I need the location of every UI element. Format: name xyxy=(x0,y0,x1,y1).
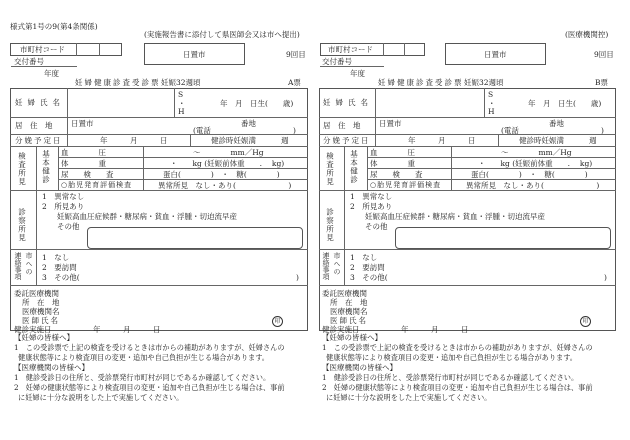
visit-count: 9回目 xyxy=(594,50,614,59)
diagnosis-other-label: その他 xyxy=(365,222,388,231)
urine-test-label: 尿 検 査 xyxy=(370,170,423,179)
address-label: 居 住 地 xyxy=(323,121,361,130)
seal-icon: 印 xyxy=(580,316,591,327)
city-code-cell-2[interactable] xyxy=(100,43,122,56)
due-date-value: 年 月 日 xyxy=(408,136,476,145)
urine-test-value: 蛋白( ) ・ 糖( ) xyxy=(471,170,588,179)
weeks-unit: 週 xyxy=(589,136,597,145)
form-title: 妊婦健康診査受診票 xyxy=(378,78,464,87)
clinic-note-1: 1 健診受診日の住所と、受診票発行市町村が同じであるか確認してください。 xyxy=(14,373,271,382)
contact-option-1: 1 なし xyxy=(42,253,70,262)
fetal-growth-value: 異常所見 なし・あり( ) xyxy=(158,181,292,190)
address-banchi: 番地 xyxy=(549,119,564,128)
name-field[interactable] xyxy=(376,89,483,116)
name-label: 妊婦氏名 xyxy=(15,98,65,107)
pregnant-note-1a: 1 この受診票で上記の検査を受けるときは市からの補助がありますが、妊婦さんの xyxy=(14,343,285,352)
urine-test-label: 尿 検 査 xyxy=(61,170,114,179)
contact-option-2: 2 要訪問 xyxy=(42,263,77,272)
due-date-label: 分娩予定日 xyxy=(323,136,371,145)
pregnancy-week: 妊娠32週頃 xyxy=(464,78,504,87)
weeks-label: 健診時妊娠満 xyxy=(519,136,564,145)
diagnosis-option-1: 1 異常なし xyxy=(42,192,85,201)
name-label: 妊婦氏名 xyxy=(323,98,373,107)
era-s: S xyxy=(488,90,494,99)
blood-pressure-value: 〜 mm／Hg xyxy=(193,148,264,157)
address-city: 日置市 xyxy=(379,119,402,128)
form-title: 妊婦健康診査受診票 xyxy=(75,78,161,87)
pregnant-notes-heading: 【妊婦の皆様へ】 xyxy=(322,333,382,342)
doctor-name-label: 医師氏名 xyxy=(22,316,60,325)
birth-date: 年 月 日生( 歳) xyxy=(220,99,294,108)
basic-checkup-label: 基本健診 xyxy=(41,150,51,184)
city-name: 日置市 xyxy=(183,50,206,59)
diagnosis-other-field[interactable] xyxy=(87,227,303,249)
due-date-value: 年 月 日 xyxy=(100,136,168,145)
clinic-label: 委託医療機関 xyxy=(322,289,367,298)
clinic-label: 委託医療機関 xyxy=(14,289,59,298)
exam-date-value: 年 月 日 xyxy=(93,325,161,334)
era-dot: ・ xyxy=(178,99,186,108)
blood-pressure-label: 血 圧 xyxy=(370,148,415,157)
issue-number-label: 交付番号 xyxy=(14,57,44,66)
clinic-note-2b: に妊婦に十分な説明をした上で実施してください。 xyxy=(18,393,184,402)
weight-value: ・ kg (妊娠前体重 . kg) xyxy=(478,159,593,168)
pregnant-notes-heading: 【妊婦の皆様へ】 xyxy=(14,333,74,342)
city-name: 日置市 xyxy=(484,50,507,59)
clinic-note-2a: 2 妊婦の健康状態等により検査項目の変更・追加や自己負担が生じる場合は、事前 xyxy=(322,383,593,392)
ticket-a xyxy=(0,0,310,440)
contact-option-3-close: ) xyxy=(604,273,607,282)
clinic-note-2b: に妊婦に十分な説明をした上で実施してください。 xyxy=(326,393,492,402)
clinic-address-label: 所 在 地 xyxy=(330,298,368,307)
contact-label-a: 連絡事項 xyxy=(14,252,22,280)
clinic-name-label: 医療機関名 xyxy=(330,307,368,316)
ticket-type: B票 xyxy=(595,78,609,87)
city-code-cell-1[interactable] xyxy=(384,43,404,56)
era-h: H xyxy=(488,107,495,116)
clinic-address-label: 所 在 地 xyxy=(22,298,60,307)
weight-label: 体 重 xyxy=(61,159,106,168)
diagnosis-conditions: 妊娠高血圧症候群・糖尿病・貧血・浮腫・切迫流早産 xyxy=(57,212,237,221)
fiscal-year-label: 年度 xyxy=(350,69,365,78)
doctor-name-label: 医師氏名 xyxy=(330,316,368,325)
phone-open: (電話 xyxy=(193,126,211,135)
address-city: 日置市 xyxy=(71,119,94,128)
era-s: S xyxy=(178,90,184,99)
ticket-b xyxy=(312,0,622,440)
diagnosis-label: 診察所見 xyxy=(17,208,27,242)
exam-date-label: 健診実施日 xyxy=(322,325,360,334)
address-banchi: 番地 xyxy=(241,119,256,128)
due-date-label: 分娩予定日 xyxy=(15,136,63,145)
city-code-label: 市町村コード xyxy=(328,45,373,54)
diagnosis-option-1: 1 異常なし xyxy=(350,192,393,201)
exam-date-label: 健診実施日 xyxy=(14,325,52,334)
exam-findings-label: 検査所見 xyxy=(17,152,27,186)
blood-pressure-value: 〜 mm／Hg xyxy=(501,148,572,157)
submission-note: (実施報告書に添付して県医師会又は市へ提出) xyxy=(144,30,300,39)
basic-checkup-label: 基本健診 xyxy=(349,150,359,184)
exam-date-value: 年 月 日 xyxy=(401,325,469,334)
issue-number-line[interactable] xyxy=(11,66,77,67)
phone-open: (電話 xyxy=(501,126,519,135)
pregnant-note-1b: 健康状態等により検査項目の変更・追加や自己負担が生じる場合があります。 xyxy=(18,353,269,362)
issue-number-line[interactable] xyxy=(320,66,384,67)
phone-close: ) xyxy=(601,126,604,135)
city-code-cell-2[interactable] xyxy=(405,43,425,56)
fetal-growth-label: ○胎児発育評価検査 xyxy=(370,181,442,189)
era-dot: ・ xyxy=(488,99,496,108)
copy-note: (医療機関控) xyxy=(565,30,609,39)
phone-close: ) xyxy=(293,126,296,135)
pregnant-note-1b: 健康状態等により検査項目の変更・追加や自己負担が生じる場合があります。 xyxy=(326,353,577,362)
diagnosis-other-label: その他 xyxy=(57,222,80,231)
contact-label-b: 市への xyxy=(25,252,33,276)
contact-label-b: 市への xyxy=(333,252,341,276)
weeks-unit: 週 xyxy=(281,136,289,145)
diagnosis-label: 診察所見 xyxy=(325,208,335,242)
urine-test-value: 蛋白( ) ・ 糖( ) xyxy=(163,170,280,179)
clinic-name-label: 医療機関名 xyxy=(22,307,60,316)
exam-findings-label: 検査所見 xyxy=(325,152,335,186)
fiscal-year-label: 年度 xyxy=(44,69,59,78)
clinic-note-1: 1 健診受診日の住所と、受診票発行市町村が同じであるか確認してください。 xyxy=(322,373,579,382)
contact-label-a: 連絡事項 xyxy=(322,252,330,280)
visit-count: 9回目 xyxy=(286,50,306,59)
clinic-notes-heading: 【医療機関の皆様へ】 xyxy=(14,363,89,372)
diagnosis-other-field[interactable] xyxy=(395,227,611,249)
contact-option-3: 3 その他( xyxy=(42,273,80,282)
diagnosis-option-2: 2 所見あり xyxy=(350,202,393,211)
era-h: H xyxy=(178,107,185,116)
contact-option-3: 3 その他( xyxy=(350,273,388,282)
clinic-note-2a: 2 妊婦の健康状態等により検査項目の変更・追加や自己負担が生じる場合は、事前 xyxy=(14,383,285,392)
birth-date: 年 月 日生( 歳) xyxy=(528,99,602,108)
clinic-notes-heading: 【医療機関の皆様へ】 xyxy=(322,363,397,372)
city-code-cell-1[interactable] xyxy=(77,43,99,56)
form-number: 様式第1号の9(第4条関係) xyxy=(10,22,98,31)
weight-label: 体 重 xyxy=(370,159,415,168)
blood-pressure-label: 血 圧 xyxy=(61,148,106,157)
name-field[interactable] xyxy=(68,89,173,116)
seal-icon: 印 xyxy=(272,316,283,327)
issue-number-label: 交付番号 xyxy=(322,57,352,66)
pregnancy-week: 妊娠32週頃 xyxy=(161,78,201,87)
contact-option-3-close: ) xyxy=(296,273,299,282)
diagnosis-option-2: 2 所見あり xyxy=(42,202,85,211)
weight-value: ・ kg (妊娠前体重 . kg) xyxy=(170,159,285,168)
ticket-type: A票 xyxy=(288,78,301,87)
pregnant-note-1a: 1 この受診票で上記の検査を受けるときは市からの補助がありますが、妊婦さんの xyxy=(322,343,593,352)
fetal-growth-value: 異常所見 なし・あり( ) xyxy=(466,181,600,190)
contact-option-2: 2 要訪問 xyxy=(350,263,385,272)
contact-option-1: 1 なし xyxy=(350,253,378,262)
fetal-growth-label: ○胎児発育評価検査 xyxy=(61,181,133,189)
weeks-label: 健診時妊娠満 xyxy=(211,136,256,145)
city-code-label: 市町村コード xyxy=(20,45,65,54)
diagnosis-conditions: 妊娠高血圧症候群・糖尿病・貧血・浮腫・切迫流早産 xyxy=(365,212,545,221)
address-label: 居 住 地 xyxy=(15,121,53,130)
